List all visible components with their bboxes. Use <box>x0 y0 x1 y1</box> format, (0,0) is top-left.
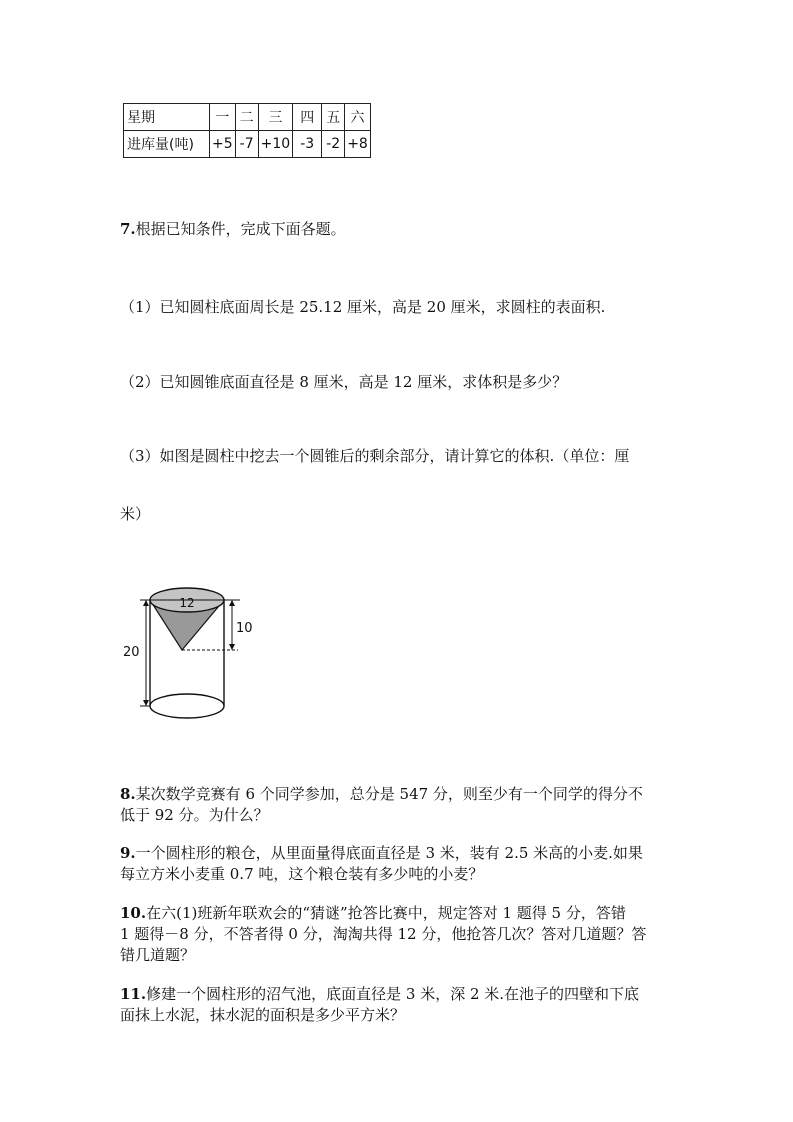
table-cell: +8 <box>345 131 371 158</box>
table-cell: 五 <box>322 104 345 131</box>
cylinder-cone-figure <box>118 578 268 728</box>
cylinder-bottom-ellipse <box>150 694 224 718</box>
cone-height-label: 10 <box>236 621 253 636</box>
question-number: 11. <box>120 985 147 1003</box>
question-text-line: 低于 92 分。为什么？ <box>120 806 269 824</box>
question-8 <box>120 784 643 826</box>
question-text-line: 在六(1)班新年联欢会的“猜谜”抢答比赛中，规定答对 1 题得 5 分，答错 <box>146 904 626 922</box>
question-text-line: 每立方米小麦重 0.7 吨，这个粮仓装有多少吨的小麦？ <box>120 865 484 883</box>
question-number: 10. <box>120 904 147 922</box>
question-text-line: 错几道题？ <box>120 946 196 964</box>
question-text-line: 一个圆柱形的粮仓，从里面量得底面直径是 3 米，装有 2.5 米高的小麦.如果 <box>135 844 643 862</box>
question-11 <box>120 984 639 1026</box>
table-cell: +10 <box>258 131 293 158</box>
cylinder-height-label: 20 <box>123 645 140 660</box>
arrow-icon <box>143 700 149 706</box>
table-cell: -2 <box>322 131 345 158</box>
table-cell: -3 <box>293 131 322 158</box>
question-number: 9. <box>120 844 136 862</box>
table-cell: 四 <box>293 104 322 131</box>
table-header-row <box>124 104 371 131</box>
question-number: 8. <box>120 785 136 803</box>
question-7 <box>120 219 346 240</box>
table-cell: 六 <box>345 104 371 131</box>
table-cell: 一 <box>210 104 236 131</box>
question-text: 根据已知条件，完成下面各题。 <box>135 220 346 238</box>
q7-sub2: （2）已知圆锥底面直径是 8 厘米，高是 12 厘米，求体积是多少？ <box>120 373 568 391</box>
q7-sub3-line1: （3）如图是圆柱中挖去一个圆锥后的剩余部分，请计算它的体积.（单位：厘 <box>120 447 630 465</box>
question-10 <box>120 903 646 966</box>
table-cell: 进库量(吨) <box>124 131 210 158</box>
arrow-icon <box>229 644 235 650</box>
question-number: 7. <box>120 220 136 238</box>
question-text-line: 修建一个圆柱形的沼气池，底面直径是 3 米，深 2 米.在池子的四壁和下底 <box>146 985 640 1003</box>
question-9 <box>120 843 643 885</box>
q7-sub1: （1）已知圆柱底面周长是 25.12 厘米，高是 20 厘米，求圆柱的表面积. <box>120 298 606 316</box>
arrow-icon <box>143 600 149 606</box>
table-cell: +5 <box>210 131 236 158</box>
question-text-line: 某次数学竞赛有 6 个同学参加，总分是 547 分，则至少有一个同学的得分不 <box>135 785 643 803</box>
table-cell: 三 <box>258 104 293 131</box>
q7-sub3-line2: 米） <box>120 505 151 523</box>
table-cell: 星期 <box>124 104 210 131</box>
arrow-icon <box>229 600 235 606</box>
table-data-row <box>124 131 371 158</box>
question-text-line: 面抹上水泥，抹水泥的面积是多少平方米？ <box>120 1006 406 1024</box>
table-cell: 二 <box>235 104 258 131</box>
question-text-line: 1 题得－8 分，不答者得 0 分，淘淘共得 12 分，他抢答几次？答对几道题？答 <box>120 925 647 943</box>
stock-table <box>123 103 371 158</box>
diameter-label: 12 <box>179 596 195 610</box>
table-cell: -7 <box>235 131 258 158</box>
